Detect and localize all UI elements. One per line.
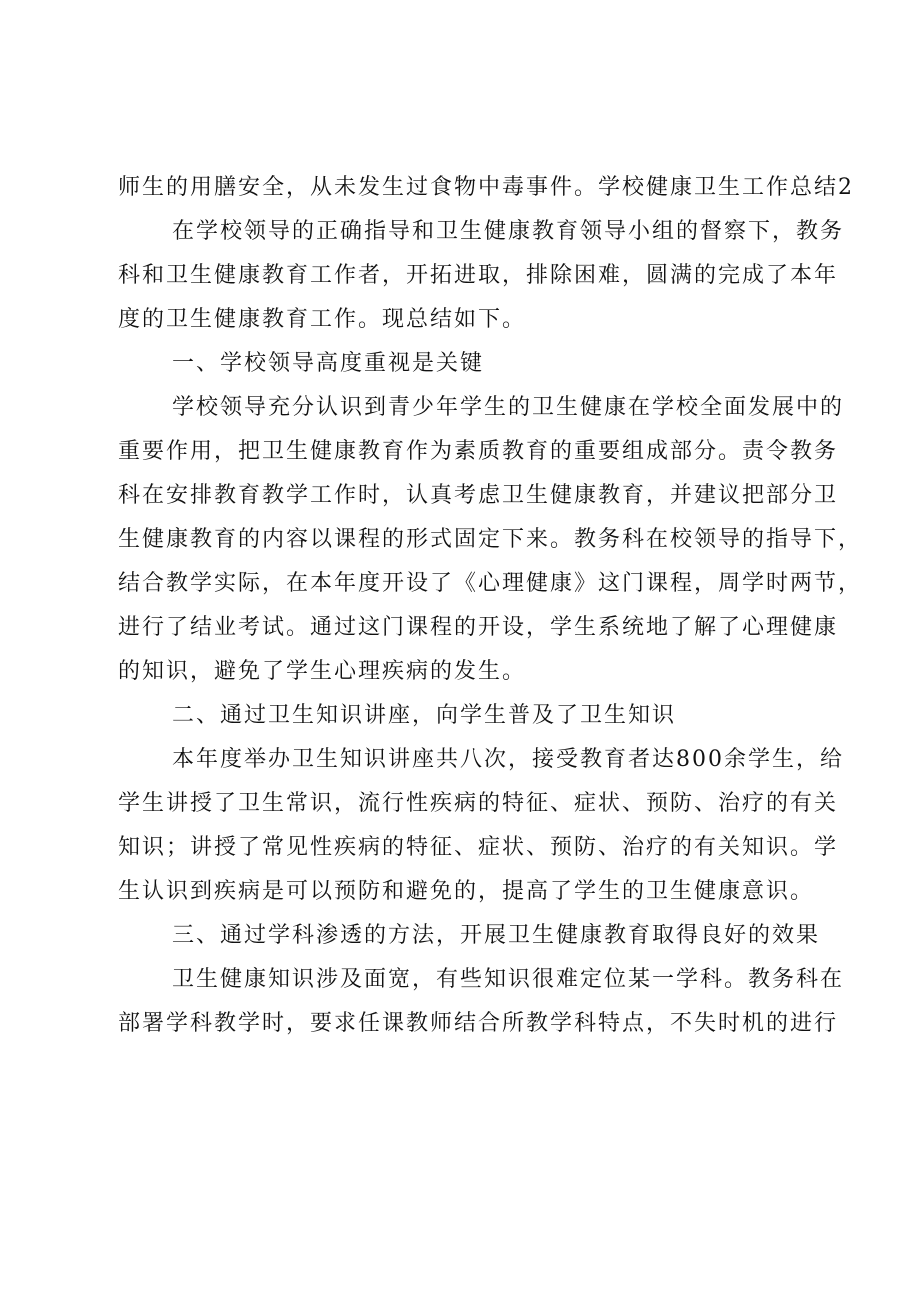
text-line: 科和卫生健康教育工作者，开拓进取，排除困难，圆满的完成了本年 [118,263,839,288]
text-line: 进行了结业考试。通过这门课程的开设，学生系统地了解了心理健康 [118,615,839,640]
text-line: 二、通过卫生知识讲座，向学生普及了卫生知识 [172,703,677,728]
text-line: 在学校领导的正确指导和卫生健康教育领导小组的督察下，教务 [172,219,845,244]
text-line: 学生讲授了卫生常识，流行性疾病的特征、症状、预防、治疗的有关 [118,791,839,816]
text-line: 重要作用，把卫生健康教育作为素质教育的重要组成部分。责令教务 [118,439,839,464]
text-line: 卫生健康知识涉及面宽，有些知识很难定位某一学科。教务科在 [172,967,845,992]
text-line: 学校领导充分认识到青少年学生的卫生健康在学校全面发展中的 [172,395,845,420]
text-line: 度的卫生健康教育工作。现总结如下。 [118,307,527,332]
text-line: 的知识，避免了学生心理疾病的发生。 [118,659,527,684]
text-line: 结合教学实际，在本年度开设了《心理健康》这门课程，周学时两节， [118,571,863,596]
text-line: 科在安排教育教学工作时，认真考虑卫生健康教育，并建议把部分卫 [118,483,839,508]
text-line: 一、学校领导高度重视是关键 [172,351,485,376]
text-line: 部署学科教学时，要求任课教师结合所教学科特点，不失时机的进行 [118,1011,839,1036]
text-line: 三、通过学科渗透的方法，开展卫生健康教育取得良好的效果 [172,923,821,948]
text-line: 生认识到疾病是可以预防和避免的，提高了学生的卫生健康意识。 [118,879,815,904]
text-line: 知识；讲授了常见性疾病的特征、症状、预防、治疗的有关知识。学 [118,835,839,860]
text-line: 本年度举办卫生知识讲座共八次，接受教育者达800余学生，给 [172,747,844,772]
text-line: 生健康教育的内容以课程的形式固定下来。教务科在校领导的指导下， [118,527,863,552]
document-body [118,166,863,1046]
text-line: 师生的用膳安全，从未发生过食物中毒事件。学校健康卫生工作总结2 [118,175,854,200]
